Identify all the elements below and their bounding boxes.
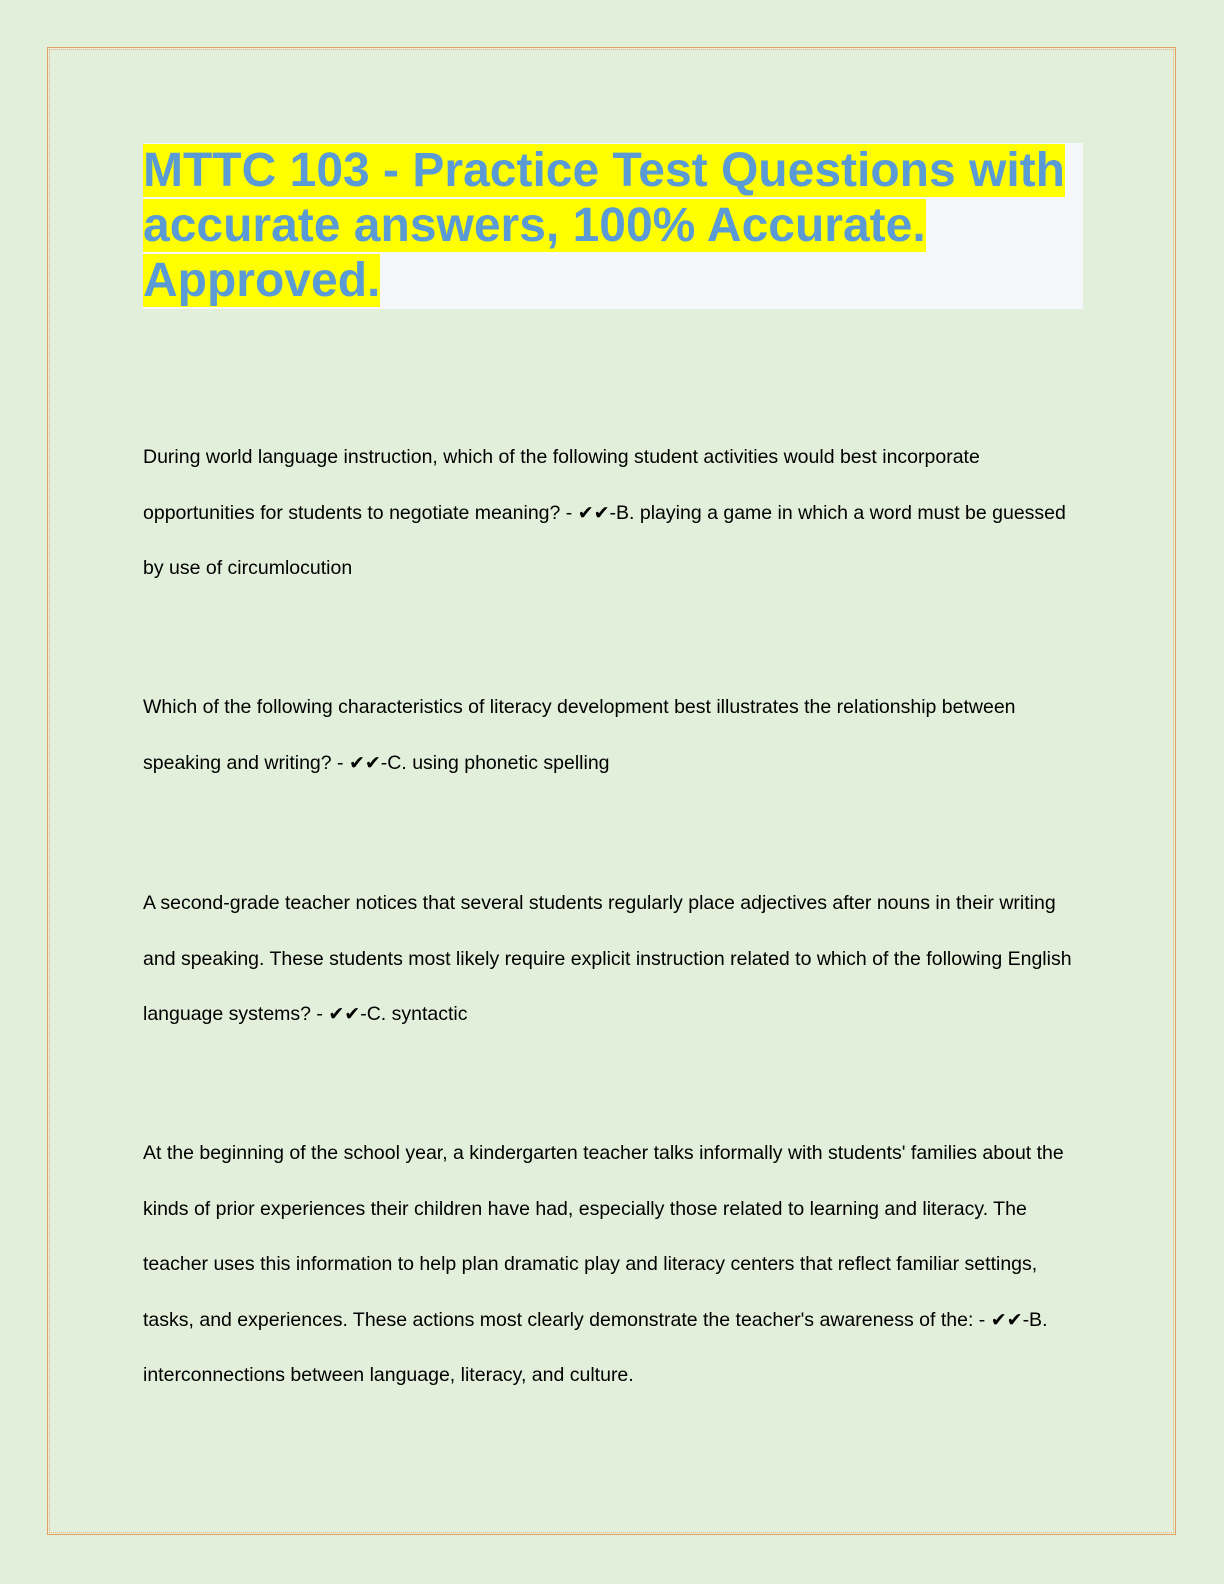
title-line-2: accurate answers, 100% Accurate. [143,199,926,252]
title-line-3: Approved. [143,254,381,307]
answer-text: -C. syntactic [360,1003,468,1025]
document-title [143,143,1083,308]
question-text: At the beginning of the school year, a kindergarten teacher talks informally with students' families about the kinds of prior experiences their children have had, especially those related to learning and literacy. The teacher uses this information to help plan dramatic play and literacy centers that reflect familiar settings, tasks, and experiences. These actions most clearly demonstrate the teacher's awareness of the: - [143,1142,1064,1331]
answer-text: -B. interconnections between language, literacy, and culture. [143,1308,1048,1386]
qa-item [143,876,1088,1043]
answer-text: -B. playing a game in which a word must be guessed by use of circumlocution [143,501,1066,579]
double-check-icon: ✔✔ [348,751,381,774]
title-block [143,143,1083,309]
answer-text: -C. using phonetic spelling [380,751,610,774]
question-text: A second-grade teacher notices that several students regularly place adjectives after nouns in their writing and speaking. These students most likely require explicit instruction related to which of the following English language systems? - [143,892,1072,1025]
question-text: During world language instruction, which of the following student activities would best incorporate opportunities for students to negotiate meaning? - [143,446,980,524]
qa-item [143,680,1088,791]
qa-item [143,1126,1088,1404]
question-text: Which of the following characteristics of literacy development best illustrates the relationship between speaking and writing? - [143,696,1016,774]
double-check-icon: ✔✔ [990,1308,1023,1331]
qa-item [143,430,1088,597]
double-check-icon: ✔✔ [577,501,610,524]
double-check-icon: ✔✔ [328,1003,361,1025]
title-line-1: MTTC 103 - Practice Test Questions with [143,144,1065,197]
